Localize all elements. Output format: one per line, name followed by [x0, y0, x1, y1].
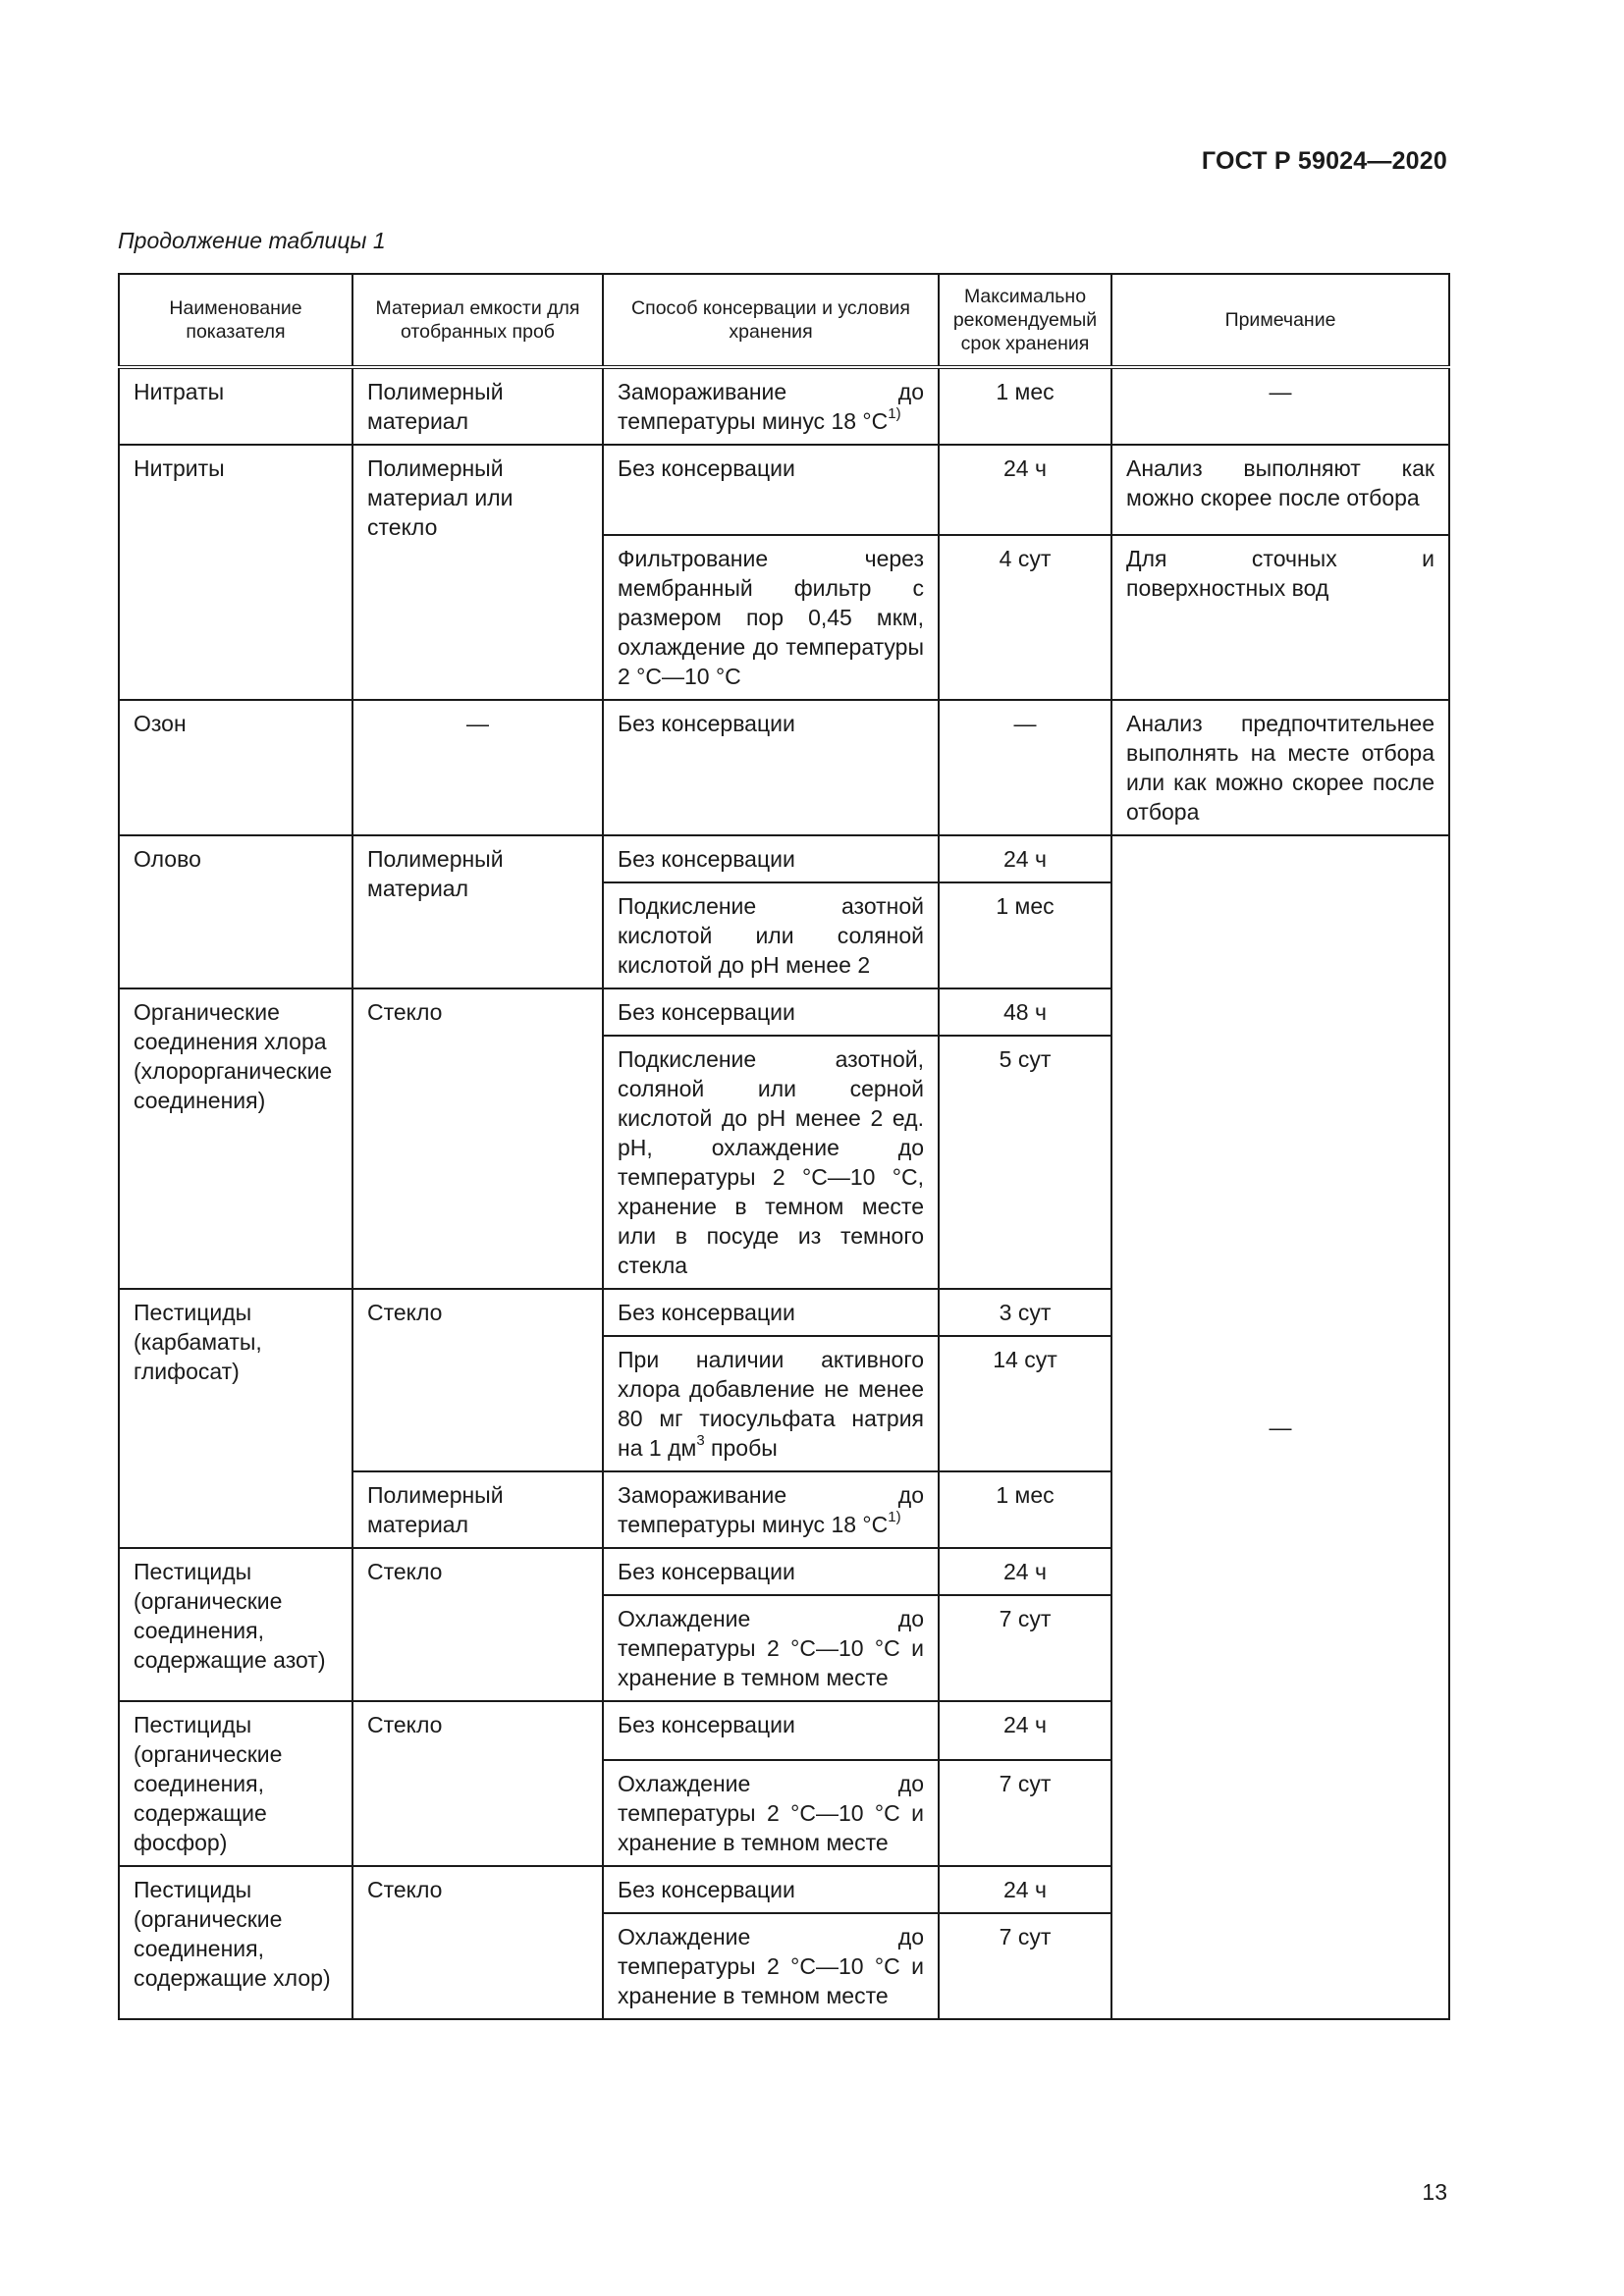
material-cell: Стекло: [352, 1866, 603, 2019]
method-cell: Без консервации: [603, 1701, 939, 1760]
footnote-mark: 1): [888, 405, 901, 423]
material-cell: Стекло: [352, 1701, 603, 1866]
indicator-cell: Нитриты: [119, 445, 352, 700]
header-note: Примечание: [1111, 274, 1449, 367]
material-cell: Стекло: [352, 1289, 603, 1471]
method-cell: Без консервации: [603, 700, 939, 835]
term-cell: 24 ч: [939, 1548, 1111, 1595]
superscript: 3: [696, 1432, 705, 1450]
header-indicator: Наименование показателя: [119, 274, 352, 367]
indicator-cell: Нитраты: [119, 367, 352, 445]
material-cell: Полимерный материал: [352, 367, 603, 445]
term-cell: 24 ч: [939, 835, 1111, 882]
term-cell: 7 сут: [939, 1595, 1111, 1701]
material-cell: Полимерный материал: [352, 835, 603, 988]
table-caption: Продолжение таблицы 1: [118, 228, 386, 253]
indicator-cell: Озон: [119, 700, 352, 835]
indicator-cell: Пестициды (органические соединения, содержащие азот): [119, 1548, 352, 1701]
method-cell: Охлаждение до температуры 2 °С—10 °С и хранение в темном месте: [603, 1595, 939, 1701]
method-cell: Без консервации: [603, 1866, 939, 1913]
note-cell: —: [1111, 367, 1449, 445]
method-cell: Охлаждение до температуры 2 °С—10 °С и хранение в темном месте: [603, 1760, 939, 1866]
method-cell: Подкисление азотной, соляной или серной кислотой до рН менее 2 ед. рН, охлаждение до температуры 2 °С—10 °С, хранение в темном месте или в посуде из темного стекла: [603, 1036, 939, 1289]
method-cell: Без консервации: [603, 445, 939, 535]
term-cell: 1 мес: [939, 882, 1111, 988]
term-cell: 4 сут: [939, 535, 1111, 700]
material-cell: —: [352, 700, 603, 835]
term-cell: 3 сут: [939, 1289, 1111, 1336]
term-cell: 24 ч: [939, 445, 1111, 535]
footnote-mark: 1): [888, 1509, 901, 1526]
material-cell: Полимерный материал: [352, 1471, 603, 1548]
term-cell: 1 мес: [939, 1471, 1111, 1548]
header-method: Способ консервации и условия хранения: [603, 274, 939, 367]
term-cell: 7 сут: [939, 1913, 1111, 2019]
header-term: Максимально рекомендуемый срок хранения: [939, 274, 1111, 367]
term-cell: 24 ч: [939, 1866, 1111, 1913]
indicator-cell: Пестициды (карбаматы, глифосат): [119, 1289, 352, 1548]
material-cell: Стекло: [352, 1548, 603, 1701]
note-cell: Анализ выполняют как можно скорее после отбора: [1111, 445, 1449, 535]
table-row: [119, 367, 1449, 445]
term-cell: 7 сут: [939, 1760, 1111, 1866]
term-cell: 1 мес: [939, 367, 1111, 445]
shared-note-cell: —: [1111, 835, 1449, 2019]
material-cell: Полимерный материал или стекло: [352, 445, 603, 700]
method-cell: При наличии активного хлора добавление не менее 80 мг тиосульфата натрия на 1 $дм^3$ пробы: [603, 1336, 939, 1471]
material-cell: Стекло: [352, 988, 603, 1289]
table-row: [119, 835, 1449, 882]
method-cell: Без консервации: [603, 988, 939, 1036]
term-cell: 24 ч: [939, 1701, 1111, 1760]
term-cell: —: [939, 700, 1111, 835]
method-cell: Без консервации: [603, 1289, 939, 1336]
term-cell: 14 сут: [939, 1336, 1111, 1471]
method-cell: Замораживание до температуры минус 18 $^\circ С^{1)}$: [603, 1471, 939, 1548]
method-cell: Фильтрование через мембранный фильтр с размером пор 0,45 мкм, охлаждение до температуры 2 °С—10 °С: [603, 535, 939, 700]
indicator-cell: Олово: [119, 835, 352, 988]
method-cell: Подкисление азотной кислотой или соляной кислотой до рН менее 2: [603, 882, 939, 988]
note-cell: Анализ предпочтительнее выполнять на месте отбора или как можно скорее после отбора: [1111, 700, 1449, 835]
table-row: [119, 700, 1449, 835]
term-cell: 48 ч: [939, 988, 1111, 1036]
method-cell: Замораживание до температуры минус 18 $^\circ С^{1)}$: [603, 367, 939, 445]
indicator-cell: Пестициды (органические соединения, содержащие хлор): [119, 1866, 352, 2019]
document-code: ГОСТ Р 59024—2020: [1201, 147, 1447, 175]
header-material: Материал емкости для отобранных проб: [352, 274, 603, 367]
term-cell: 5 сут: [939, 1036, 1111, 1289]
table-header-row: [119, 274, 1449, 367]
indicator-cell: Пестициды (органические соединения, содержащие фосфор): [119, 1701, 352, 1866]
page-number: 13: [1422, 2179, 1447, 2205]
method-cell: Охлаждение до температуры 2 °С—10 °С и хранение в темном месте: [603, 1913, 939, 2019]
table-row: [119, 445, 1449, 535]
note-cell: Для сточных и поверхностных вод: [1111, 535, 1449, 700]
indicator-cell: Органические соединения хлора (хлорорганические соединения): [119, 988, 352, 1289]
method-cell: Без консервации: [603, 835, 939, 882]
method-cell: Без консервации: [603, 1548, 939, 1595]
storage-conditions-table: [118, 273, 1450, 2020]
